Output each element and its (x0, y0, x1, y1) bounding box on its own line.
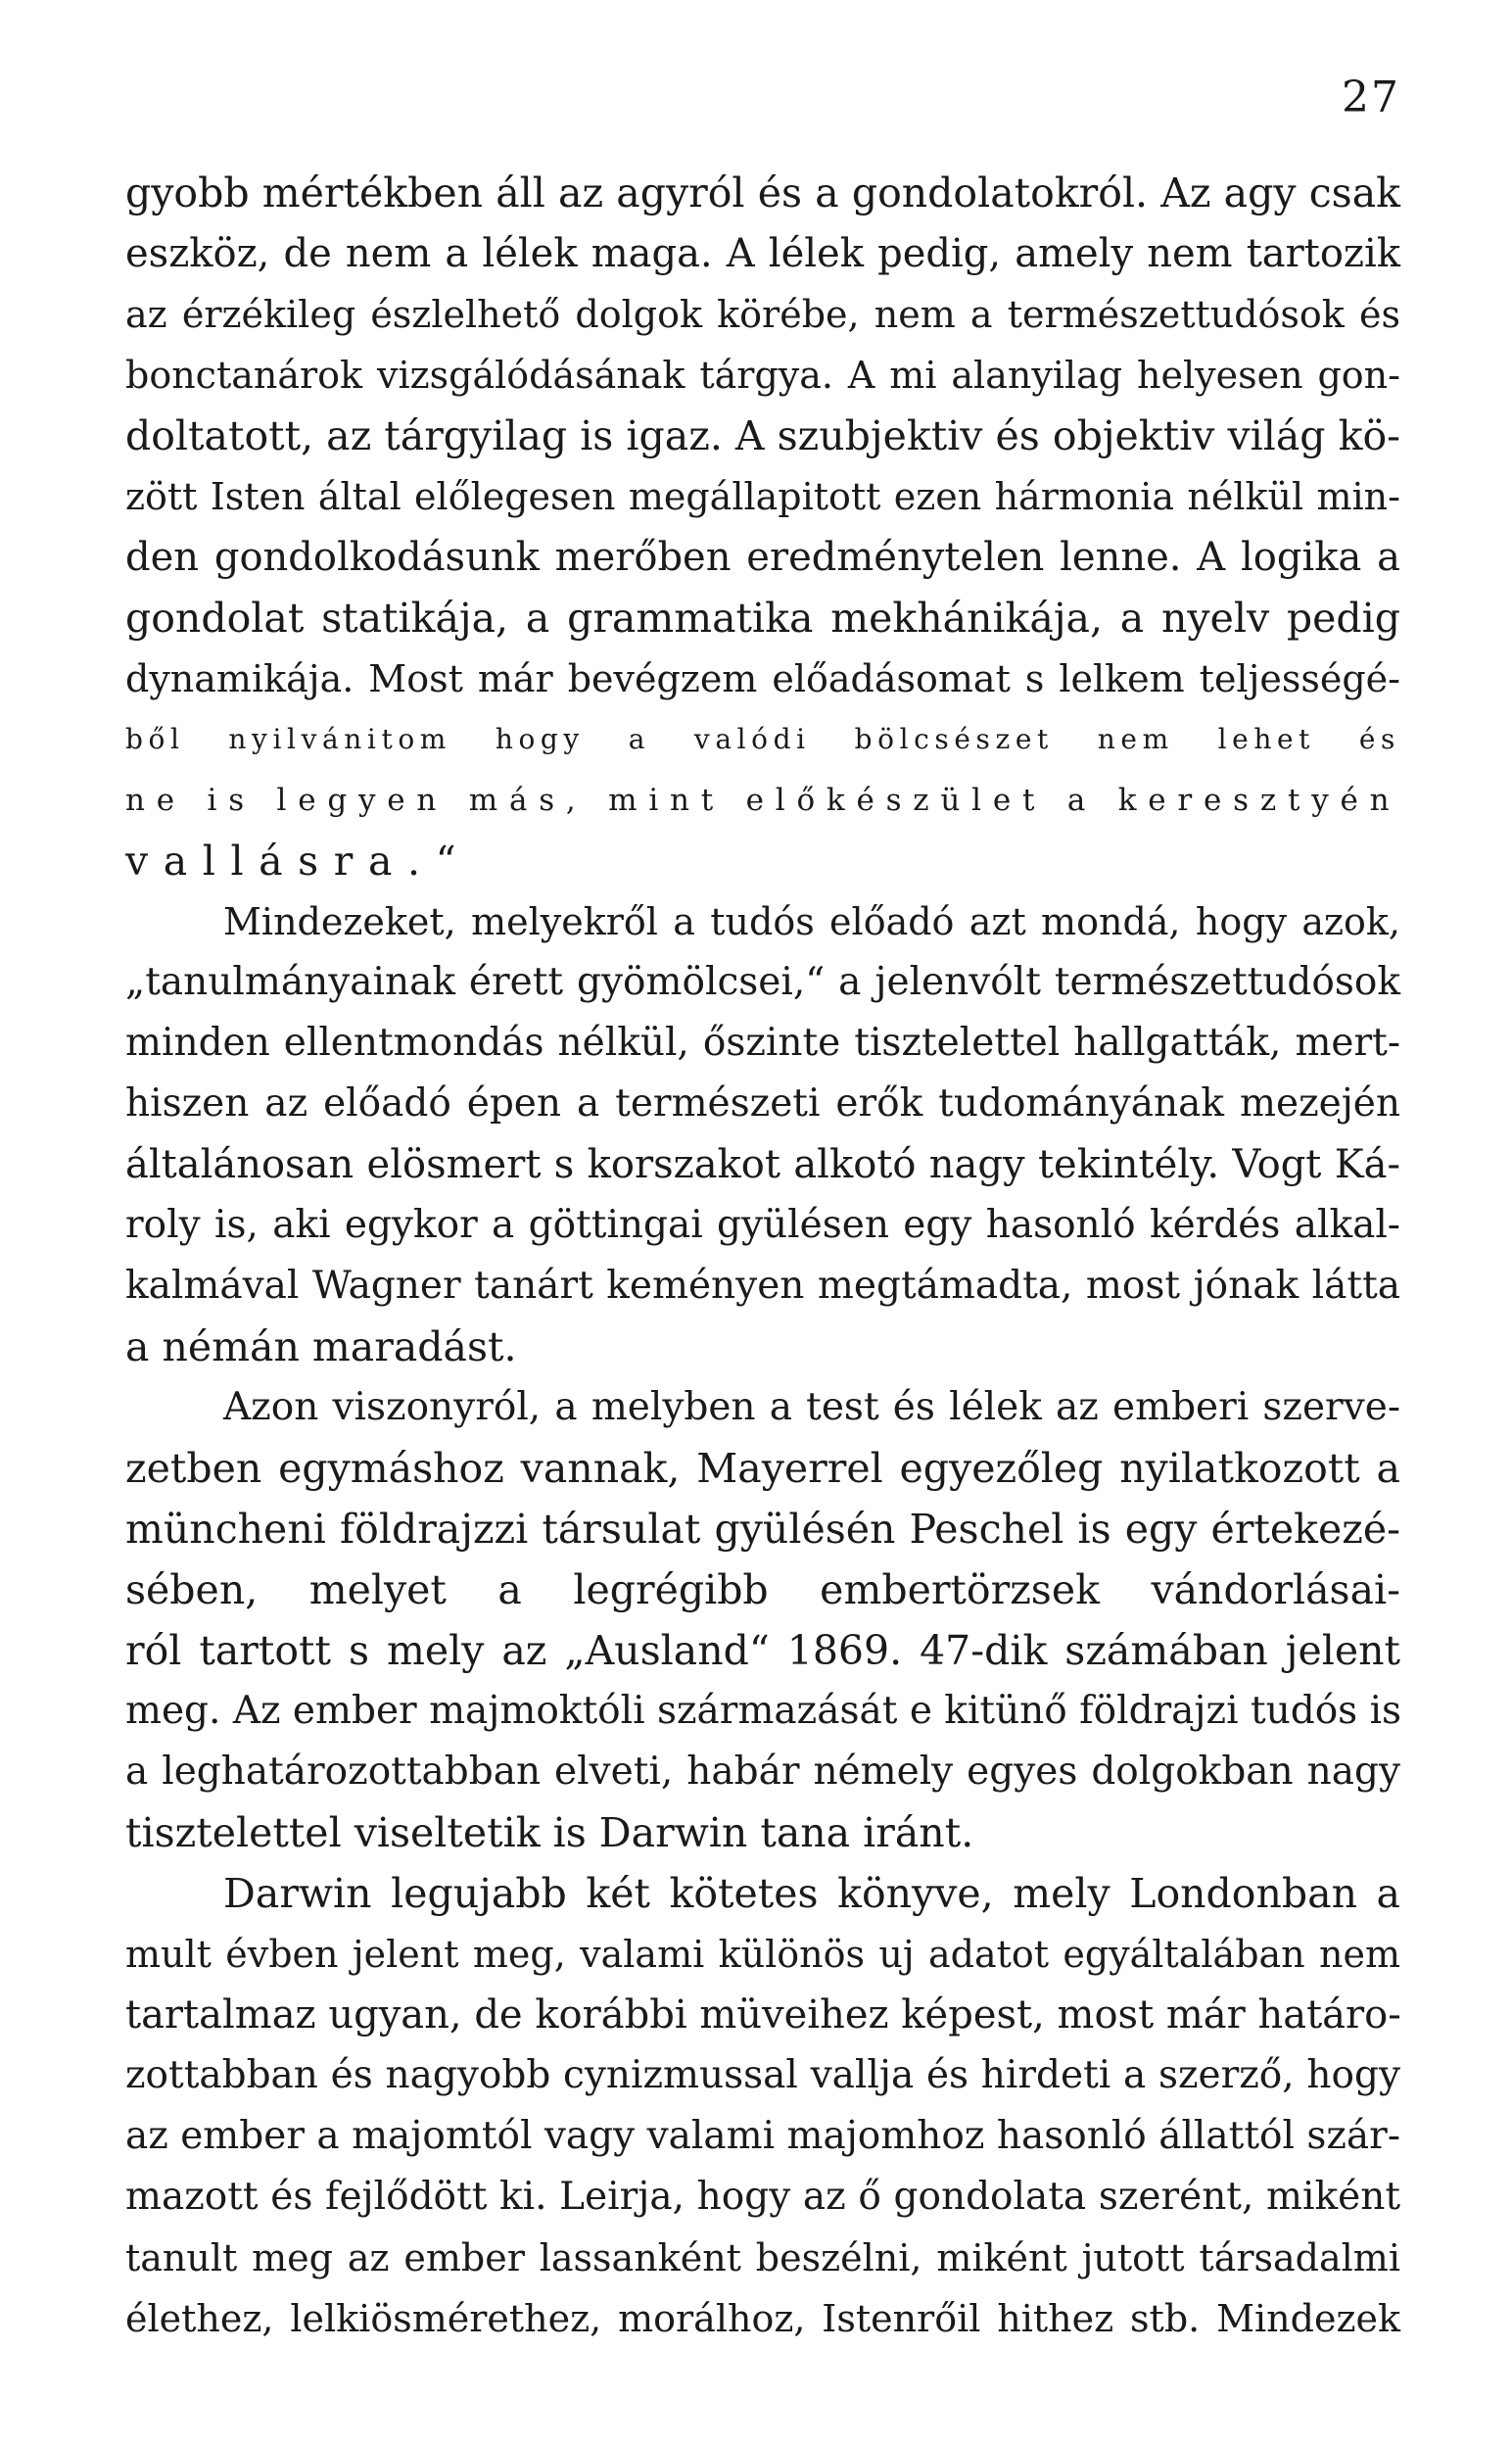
text-line: müncheni földrajzzi társulat gyülésén Peschel is egy értekezé- (125, 1506, 1400, 1553)
paragraph-4 (125, 1863, 1400, 2349)
text-line: kalmával Wagner tanárt keményen megtámadta, most jónak látta (125, 1264, 1400, 1308)
text-line: az ember a majomtól vagy valami majomhoz hasonló állattól szár- (125, 2114, 1400, 2158)
text-line: eszköz, de nem a lélek maga. A lélek pedig, amely nem tartozik (125, 231, 1400, 276)
text-line: általánosan elösmert s korszakot alkotó nagy tekintély. Vogt Ká- (125, 1142, 1400, 1187)
text-line: Mindezeket, melyekről a tudós előadó azt mondá, hogy azok, (223, 900, 1400, 943)
text-line: a leghatározottabban elveti, habár némely egyes dolgokban nagy (125, 1750, 1400, 1794)
paragraph-3 (125, 1377, 1400, 1863)
text-line: zetben egymáshoz vannak, Mayerrel egyezőleg nyilatkozott a (125, 1445, 1400, 1492)
text-line: doltatott, az tárgyilag is igaz. A szubjektiv és objektiv világ kö- (125, 412, 1400, 459)
text-line: meg. Az ember majmoktóli származását e kitünő földrajzi tudós is (125, 1689, 1402, 1733)
text-line: Darwin legujabb két kötetes könyve, mely Londonban a (223, 1870, 1400, 1917)
text-line: az érzékileg észlelhető dolgok körébe, nem a természettudósok és (125, 293, 1400, 336)
text-line: hiszen az előadó épen a természeti erők tudományának mezején (125, 1081, 1400, 1126)
text-line: den gondolkodásunk merőben eredménytelen lenne. A logika a (125, 535, 1400, 580)
body-text (125, 163, 1400, 2349)
text-line-spaced: ből nyilvánitom hogy a valódi bölcsészet nem lehet és (125, 723, 1400, 755)
text-line: zött Isten által előlegesen megállapitott ezen hármonia nélkül min- (125, 475, 1400, 518)
text-line: Azon viszonyról, a melyben a test és lélek az emberi szerve- (223, 1385, 1400, 1429)
text-line: tartalmaz ugyan, de korábbi müveihez képest, most már határo- (125, 1992, 1401, 2038)
text-line: gondolat statikája, a grammatika mekhánikája, a nyelv pedig (125, 595, 1400, 642)
text-line: élethez, lelkiösmérethez, morálhoz, Istenrőil hithez stb. Mindezek (125, 2297, 1400, 2340)
text-line: ról tartott s mely az „Ausland“ 1869. 47-dik számában jelent (125, 1627, 1400, 1674)
text-line: sében, melyet a legrégibb embertörzsek vándorlásai- (125, 1566, 1400, 1613)
text-line-spaced: ne is legyen más, mint előkészület a keresztyén (125, 783, 1401, 818)
text-line-spaced: vallásra.“ (125, 838, 472, 885)
text-line: gyobb mértékben áll az agyról és a gondolatokról. Az agy csak (125, 169, 1400, 216)
paragraph-1 (125, 163, 1400, 891)
text-line: dynamikája. Most már bevégzem előadásomat s lelkem teljességé- (125, 657, 1400, 700)
page-number: 27 (1342, 72, 1400, 122)
text-line: „tanulmányainak érett gyömölcsei,“ a jelenvólt természettudósok (125, 960, 1400, 1004)
text-line: a némán maradást. (125, 1323, 517, 1370)
text-line: zottabban és nagyobb cynizmussal vallja és hirdeti a szerző, hogy (125, 2053, 1400, 2097)
text-line: minden ellentmondás nélkül, őszinte tisztelettel hallgatták, mert- (125, 1021, 1400, 1065)
text-line: tanult meg az ember lassanként beszélni, miként jutott társadalmi (125, 2236, 1400, 2279)
text-line: tisztelettel viseltetik is Darwin tana iránt. (125, 1809, 974, 1856)
text-line: mult évben jelent meg, valami különös uj adatot egyáltalában nem (125, 1933, 1400, 1976)
text-line: roly is, aki egykor a göttingai gyülésen egy hasonló kérdés alkal- (125, 1203, 1400, 1247)
paragraph-2 (125, 891, 1400, 1377)
text-line: mazott és fejlődött ki. Leirja, hogy az ő gondolata szerént, miként (125, 2175, 1400, 2219)
text-line: bonctanárok vizsgálódásának tárgya. A mi alanyilag helyesen gon- (125, 354, 1400, 397)
